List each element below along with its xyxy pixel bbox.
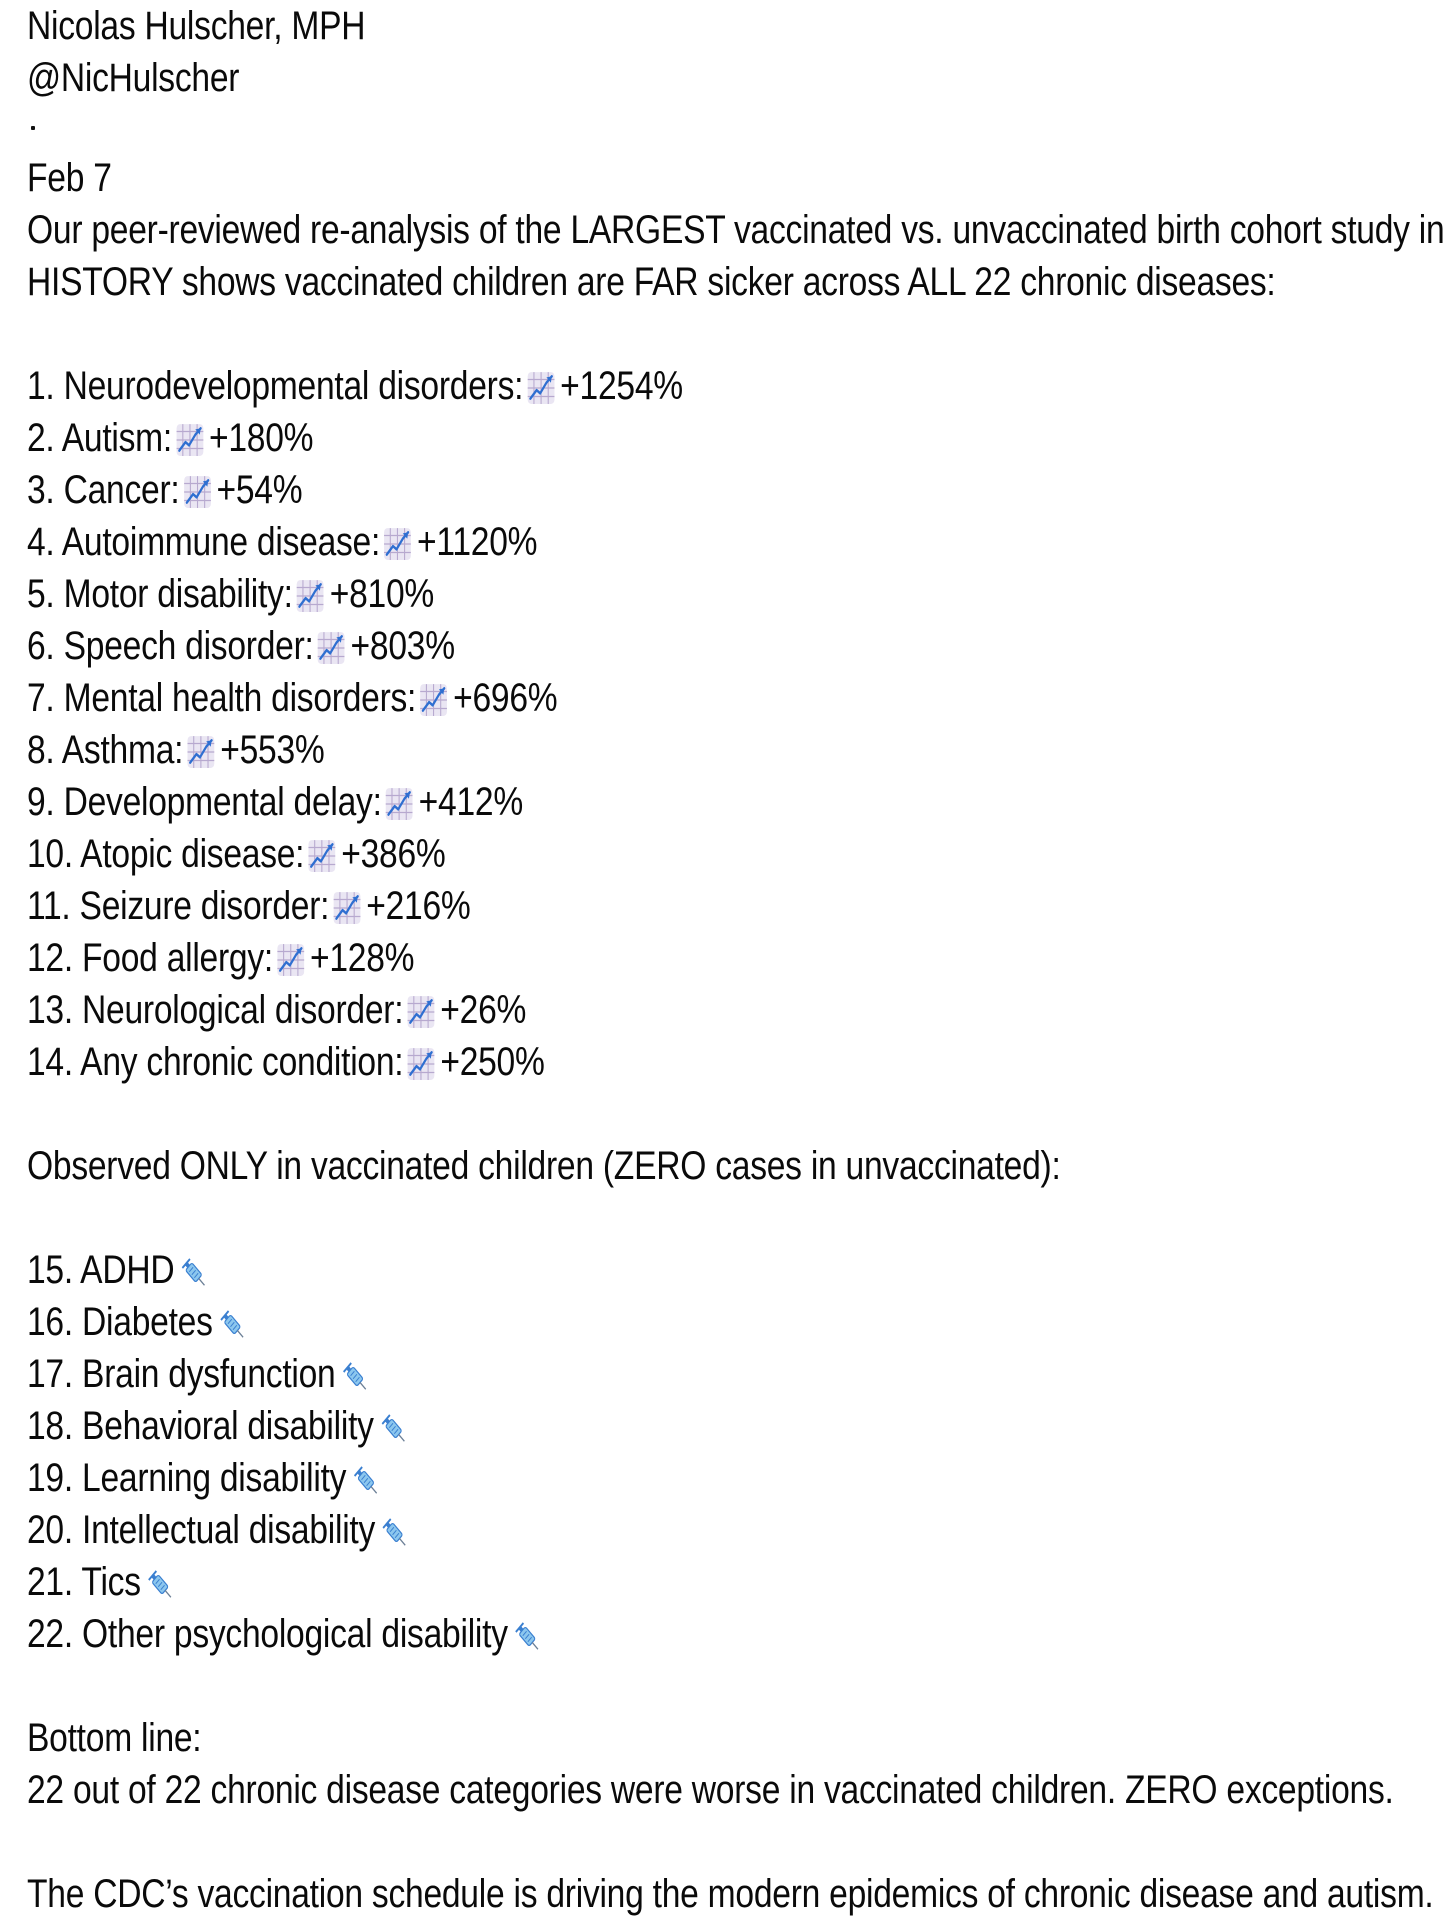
item-label: 5. Motor disability: — [27, 572, 293, 616]
syringe-icon — [342, 1361, 371, 1395]
item-label: 19. Learning disability — [27, 1456, 347, 1500]
item-value: +696% — [453, 676, 558, 720]
chart-increasing-icon — [183, 475, 212, 509]
item-label: 8. Asthma: — [27, 728, 184, 772]
item-value: +386% — [341, 832, 446, 876]
chart-increasing-icon — [385, 787, 414, 821]
item-value: +128% — [309, 936, 415, 980]
only-vaccinated-heading: Observed ONLY in vaccinated children (ZERO cases in unvaccinated): — [27, 1144, 1061, 1188]
chart-increasing-icon — [175, 423, 204, 457]
item-label: 16. Diabetes — [27, 1300, 213, 1344]
item-value: +26% — [440, 988, 527, 1032]
list-item — [27, 932, 1211, 984]
item-label: 13. Neurological disorder: — [27, 988, 404, 1032]
syringe-icon — [514, 1621, 543, 1655]
item-label: 22. Other psychological disability — [27, 1612, 508, 1656]
item-value: +553% — [220, 728, 325, 772]
list-item — [27, 828, 1211, 880]
list-item — [27, 1452, 1211, 1504]
chart-increasing-icon — [333, 891, 362, 925]
list-item — [27, 1556, 1211, 1608]
item-value: +216% — [366, 884, 471, 928]
spacer — [27, 1088, 1437, 1140]
item-value: +1254% — [560, 364, 683, 408]
item-value: +180% — [208, 416, 314, 460]
item-value: +250% — [440, 1040, 545, 1084]
spacer — [27, 1192, 1437, 1244]
item-label: 2. Autism: — [27, 416, 173, 460]
item-label: 9. Developmental delay: — [27, 780, 382, 824]
item-label: 10. Atopic disease: — [27, 832, 305, 876]
chart-increasing-icon — [308, 839, 337, 873]
intro-line-2: HISTORY shows vaccinated children are FAR sicker across ALL 22 chronic diseases: — [27, 260, 1276, 304]
list-item — [27, 516, 1211, 568]
post-content — [27, 0, 1445, 1920]
item-value: +1120% — [417, 520, 538, 564]
list-item — [27, 984, 1211, 1036]
list-item — [27, 1504, 1211, 1556]
item-label: 15. ADHD — [27, 1248, 175, 1292]
list-item — [27, 1244, 1211, 1296]
chart-increasing-icon — [407, 1047, 436, 1081]
item-label: 21. Tics — [27, 1560, 141, 1604]
item-value: +810% — [329, 572, 435, 616]
list-item — [27, 1608, 1211, 1660]
increase-list — [27, 360, 1437, 1088]
item-label: 4. Autoimmune disease: — [27, 520, 381, 564]
syringe-icon — [380, 1413, 409, 1447]
item-label: 12. Food allergy: — [27, 936, 274, 980]
list-item — [27, 464, 1211, 516]
item-label: 1. Neurodevelopmental disorders: — [27, 364, 524, 408]
post-date: Feb 7 — [27, 156, 112, 200]
chart-increasing-icon — [527, 371, 556, 405]
chart-increasing-icon — [420, 683, 449, 717]
item-label: 7. Mental health disorders: — [27, 676, 417, 720]
list-item — [27, 620, 1211, 672]
chart-increasing-icon — [383, 527, 412, 561]
list-item — [27, 1036, 1211, 1088]
author-name: Nicolas Hulscher, MPH — [27, 4, 366, 48]
item-label: 14. Any chronic condition: — [27, 1040, 404, 1084]
chart-increasing-icon — [296, 579, 325, 613]
syringe-icon — [219, 1309, 248, 1343]
chart-increasing-icon — [317, 631, 346, 665]
item-label: 11. Seizure disorder: — [27, 884, 330, 928]
syringe-icon — [353, 1465, 382, 1499]
chart-increasing-icon — [407, 995, 436, 1029]
syringe-icon — [147, 1569, 176, 1603]
chart-increasing-icon — [187, 735, 216, 769]
author-handle[interactable]: @NicHulscher — [27, 56, 240, 100]
list-item — [27, 776, 1211, 828]
item-value: +412% — [418, 780, 523, 824]
item-value: +803% — [350, 624, 455, 668]
bottom-line-heading: Bottom line: — [27, 1716, 202, 1760]
item-label: 17. Brain dysfunction — [27, 1352, 336, 1396]
intro-line-1: Our peer-reviewed re-analysis of the LARGEST vaccinated vs. unvaccinated birth cohort study in — [27, 208, 1445, 252]
item-label: 20. Intellectual disability — [27, 1508, 376, 1552]
separator-dot — [27, 104, 1437, 152]
item-label: 18. Behavioral disability — [27, 1404, 374, 1448]
item-label: 6. Speech disorder: — [27, 624, 314, 668]
bottom-line-text: 22 out of 22 chronic disease categories were worse in vaccinated children. ZERO exceptions. — [27, 1768, 1394, 1812]
chart-increasing-icon — [276, 943, 305, 977]
list-item — [27, 672, 1211, 724]
syringe-icon — [181, 1257, 210, 1291]
only-vaccinated-list — [27, 1244, 1437, 1660]
list-item — [27, 880, 1211, 932]
spacer — [27, 1660, 1437, 1712]
spacer — [27, 1816, 1437, 1868]
list-item — [27, 412, 1211, 464]
list-item — [27, 1400, 1211, 1452]
syringe-icon — [382, 1517, 411, 1551]
spacer — [27, 308, 1437, 360]
list-item — [27, 1296, 1211, 1348]
closing-statement: The CDC’s vaccination schedule is driving the modern epidemics of chronic disease and autism. — [27, 1872, 1434, 1916]
item-label: 3. Cancer: — [27, 468, 180, 512]
list-item — [27, 360, 1211, 412]
item-value: +54% — [216, 468, 303, 512]
list-item — [27, 724, 1211, 776]
list-item — [27, 568, 1211, 620]
list-item — [27, 1348, 1211, 1400]
